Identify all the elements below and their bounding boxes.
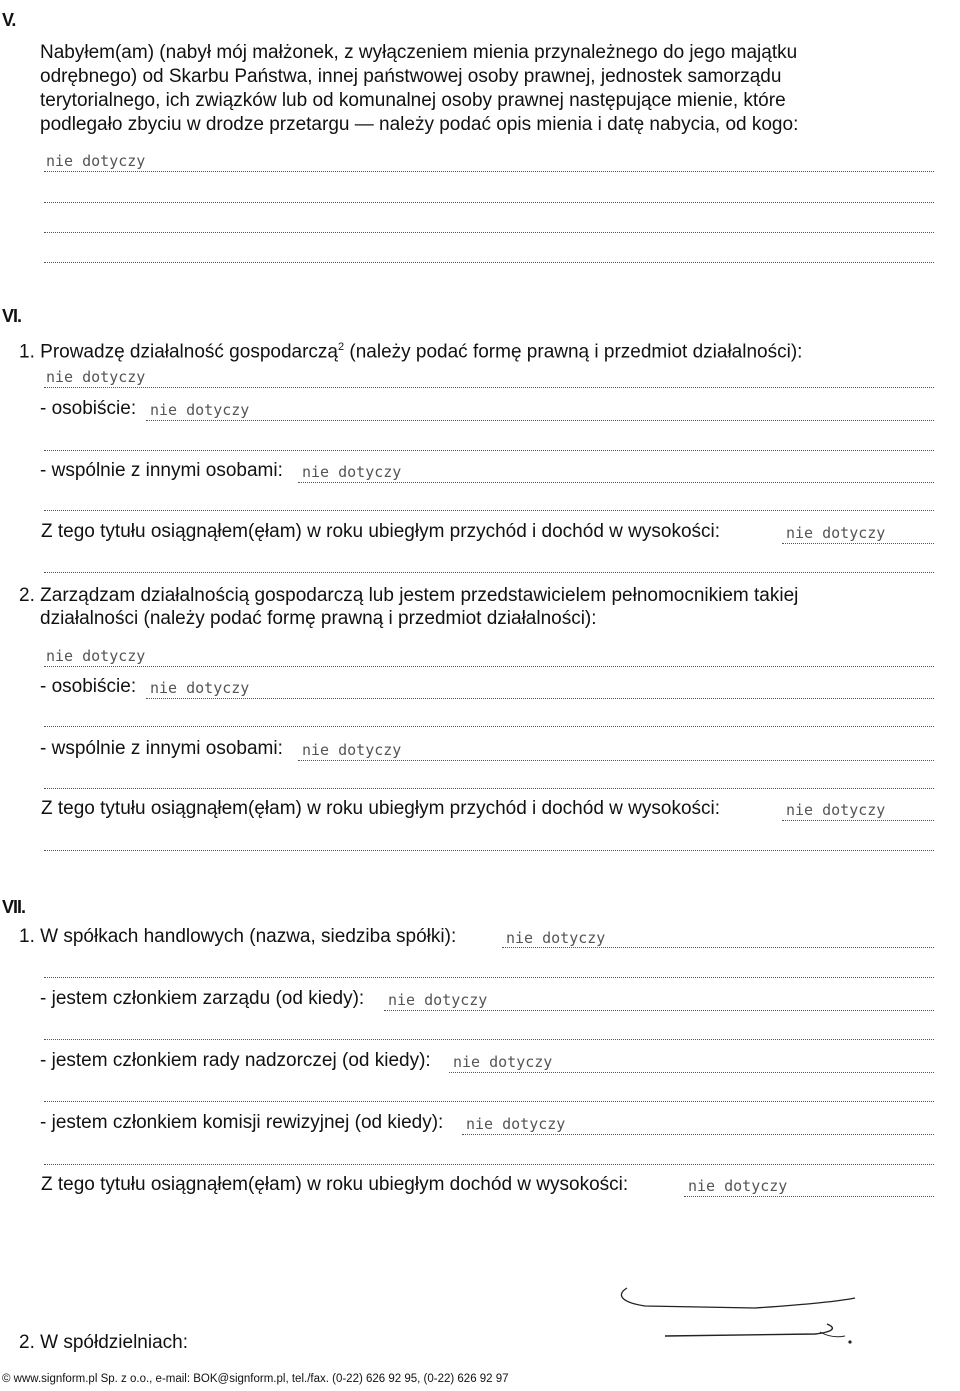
- dotted-line: [44, 202, 934, 203]
- jointly-label-2: - wspólnie z innymi osobami:: [40, 738, 283, 759]
- jointly-answer-2: nie dotyczy: [302, 741, 402, 759]
- dotted-line: [298, 760, 934, 761]
- personally-label-2: - osobiście:: [40, 676, 137, 697]
- management-answer: nie dotyczy: [46, 647, 146, 665]
- income-answer-2: nie dotyczy: [786, 801, 886, 819]
- section-v-text-line-2: odrębnego) od Skarbu Państwa, innej państwowej osoby prawnej, jednostek samorządu: [40, 66, 782, 87]
- dotted-line: [44, 1164, 934, 1165]
- personally-label: - osobiście:: [40, 398, 137, 419]
- jointly-answer: nie dotyczy: [302, 463, 402, 481]
- dotted-line: [782, 543, 934, 544]
- income-answer-3: nie dotyczy: [688, 1177, 788, 1195]
- dotted-line: [782, 820, 934, 821]
- dotted-line: [449, 1072, 934, 1073]
- business-activity-label-cont: (należy podać formę prawną i przedmiot działalności):: [349, 341, 803, 363]
- section-v-text-line-4: podlegało zbyciu w drodze przetargu — należy podać opis mienia i datę nabycia, od kogo:: [40, 114, 799, 135]
- section-vi-heading: VI.: [2, 306, 22, 326]
- board-answer: nie dotyczy: [388, 991, 488, 1009]
- management-label: Zarządzam działalnością gospodarczą lub jestem przedstawicielem pełnomocnikiem takiej: [40, 585, 799, 606]
- dotted-line: [44, 850, 934, 851]
- item-number: 2.: [19, 585, 35, 606]
- dotted-line: [684, 1196, 934, 1197]
- dotted-line: [44, 572, 934, 573]
- audit-answer: nie dotyczy: [466, 1115, 566, 1133]
- dotted-line: [502, 947, 934, 948]
- dotted-line: [44, 262, 934, 263]
- section-v-text-line-3: terytorialnego, ich związków lub od komunalnej osoby prawnej następujące mienie, które: [40, 90, 786, 111]
- personally-answer-2: nie dotyczy: [150, 679, 250, 697]
- item-number: 2.: [19, 1332, 35, 1353]
- section-vi-item1-text: [19, 336, 802, 363]
- companies-text: [19, 926, 456, 948]
- dotted-line: [44, 232, 934, 233]
- cooperatives-label: W spółdzielniach:: [40, 1332, 188, 1353]
- dotted-line: [44, 171, 934, 172]
- section-v-answer: nie dotyczy: [46, 152, 146, 170]
- dotted-line: [298, 482, 934, 483]
- income-label-2: Z tego tytułu osiągnąłem(ęłam) w roku ubiegłym przychód i dochód w wysokości:: [41, 798, 721, 819]
- dotted-line: [44, 726, 934, 727]
- income-answer: nie dotyczy: [786, 524, 886, 542]
- dotted-line: [384, 1010, 934, 1011]
- companies-answer: nie dotyczy: [506, 929, 606, 947]
- dotted-line: [44, 666, 934, 667]
- dotted-line: [44, 977, 934, 978]
- supervisory-label: - jestem członkiem rady nadzorczej (od kiedy):: [40, 1050, 431, 1071]
- dotted-line: [44, 387, 934, 388]
- section-vii-heading: VII.: [2, 897, 26, 917]
- personally-answer: nie dotyczy: [150, 401, 250, 419]
- dotted-line: [44, 788, 934, 789]
- dotted-line: [44, 450, 934, 451]
- signature-scribble: [605, 1280, 865, 1350]
- cooperatives-text: [19, 1332, 188, 1354]
- supervisory-answer: nie dotyczy: [453, 1053, 553, 1071]
- item-number: 1.: [19, 926, 35, 947]
- dotted-line: [44, 1039, 934, 1040]
- item-number: 1.: [19, 341, 35, 363]
- board-label: - jestem członkiem zarządu (od kiedy):: [40, 988, 365, 1009]
- companies-label: W spółkach handlowych (nazwa, siedziba spółki):: [40, 926, 457, 947]
- audit-label: - jestem członkiem komisji rewizyjnej (od kiedy):: [40, 1112, 444, 1133]
- jointly-label: - wspólnie z innymi osobami:: [40, 460, 283, 481]
- dotted-line: [146, 698, 934, 699]
- dotted-line: [44, 510, 934, 511]
- section-v-heading: V.: [2, 10, 16, 30]
- income-label: Z tego tytułu osiągnąłem(ęłam) w roku ubiegłym przychód i dochód w wysokości:: [41, 521, 721, 542]
- footnote-marker: 2: [337, 341, 345, 353]
- management-text-line-1: [19, 585, 798, 607]
- dotted-line: [44, 1101, 934, 1102]
- dotted-line: [462, 1134, 934, 1135]
- footer-text: © www.signform.pl Sp. z o.o., e-mail: BOK@signform.pl, tel./fax. (0-22) 626 92 95, (0-22) 626 92 97: [2, 1373, 509, 1385]
- business-activity-label: Prowadzę działalność gospodarczą: [40, 341, 338, 363]
- dotted-line: [146, 420, 934, 421]
- management-text-line-2: działalności (należy podać formę prawną i przedmiot działalności):: [40, 608, 597, 629]
- section-v-text-line-1: Nabyłem(am) (nabył mój małżonek, z wyłączeniem mienia przynależnego do jego majątku: [40, 42, 798, 63]
- income-label-3: Z tego tytułu osiągnąłem(ęłam) w roku ubiegłym dochód w wysokości:: [41, 1174, 629, 1195]
- business-activity-answer: nie dotyczy: [46, 368, 146, 386]
